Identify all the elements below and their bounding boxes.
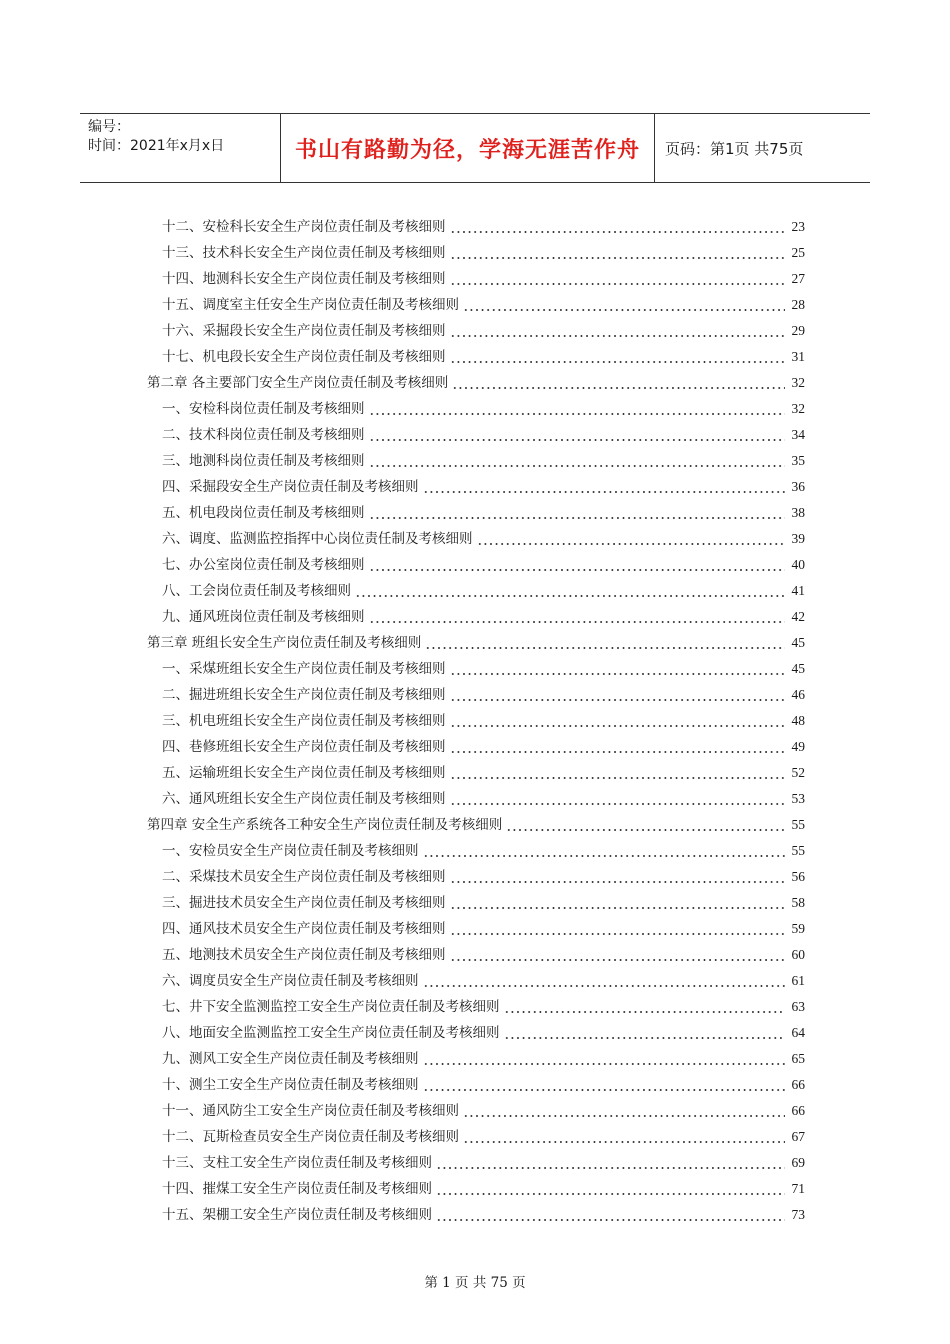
toc-section-title: 三、地测科岗位责任制及考核细则 (162, 453, 365, 469)
toc-dot-leader (436, 1154, 785, 1170)
toc-page-number: 31 (791, 349, 805, 364)
toc-page-number: 66 (791, 1103, 805, 1118)
toc-page-number: 34 (791, 427, 805, 442)
toc-entry[interactable] (162, 1146, 805, 1172)
toc-entry[interactable] (162, 912, 805, 938)
toc-section-title: 二、采煤技术员安全生产岗位责任制及考核细则 (162, 869, 446, 885)
toc-chapter-title: 第四章 安全生产系统各工种安全生产岗位责任制及考核细则 (147, 817, 503, 833)
toc-entry[interactable] (162, 756, 805, 782)
toc-entry[interactable] (162, 1042, 805, 1068)
toc-page-number: 35 (791, 453, 805, 468)
toc-dot-leader (436, 1206, 785, 1222)
toc-page-number: 63 (791, 999, 805, 1014)
toc-section-title: 六、调度员安全生产岗位责任制及考核细则 (162, 973, 419, 989)
toc-page-number: 46 (791, 687, 805, 702)
toc-dot-leader (423, 1076, 786, 1092)
toc-page-number: 67 (791, 1129, 805, 1144)
toc-section-title: 十一、通风防尘工安全生产岗位责任制及考核细则 (162, 1103, 459, 1119)
toc-dot-leader (477, 530, 786, 546)
toc-entry[interactable] (162, 470, 805, 496)
toc-entry[interactable] (162, 678, 805, 704)
toc-page-number: 55 (791, 817, 805, 832)
toc-entry[interactable] (162, 314, 805, 340)
toc-chapter-title: 第三章 班组长安全生产岗位责任制及考核细则 (147, 635, 422, 651)
toc-dot-leader (450, 920, 786, 936)
toc-page-number: 53 (791, 791, 805, 806)
toc-entry[interactable] (162, 600, 805, 626)
toc-section-title: 五、机电段岗位责任制及考核细则 (162, 505, 365, 521)
toc-entry[interactable] (162, 340, 805, 366)
toc-page-number: 45 (791, 635, 805, 650)
toc-section-title: 十二、安检科长安全生产岗位责任制及考核细则 (162, 219, 446, 235)
toc-page-number: 23 (791, 219, 805, 234)
toc-dot-leader (369, 608, 786, 624)
toc-dot-leader (506, 816, 785, 832)
toc-section-title: 十四、摧煤工安全生产岗位责任制及考核细则 (162, 1181, 432, 1197)
toc-page-number: 65 (791, 1051, 805, 1066)
toc-dot-leader (423, 972, 786, 988)
toc-dot-leader (463, 296, 785, 312)
toc-dot-leader (369, 452, 786, 468)
toc-page-number: 27 (791, 271, 805, 286)
toc-section-title: 八、工会岗位责任制及考核细则 (162, 583, 351, 599)
toc-dot-leader (423, 842, 786, 858)
toc-dot-leader (423, 478, 786, 494)
toc-section-title: 七、办公室岗位责任制及考核细则 (162, 557, 365, 573)
toc-page-number: 73 (791, 1207, 805, 1222)
toc-page-number: 45 (791, 661, 805, 676)
header-meta (80, 114, 281, 182)
toc-page-number: 28 (791, 297, 805, 312)
toc-page-number: 61 (791, 973, 805, 988)
toc-section-title: 九、通风班岗位责任制及考核细则 (162, 609, 365, 625)
toc-dot-leader (450, 244, 786, 260)
toc-section-title: 十、测尘工安全生产岗位责任制及考核细则 (162, 1077, 419, 1093)
toc-section-title: 七、井下安全监测监控工安全生产岗位责任制及考核细则 (162, 999, 500, 1015)
toc-dot-leader (369, 556, 786, 572)
toc-section-title: 九、测风工安全生产岗位责任制及考核细则 (162, 1051, 419, 1067)
toc-section-title: 十七、机电段长安全生产岗位责任制及考核细则 (162, 349, 446, 365)
toc-entry[interactable] (162, 1094, 805, 1120)
toc-dot-leader (450, 348, 786, 364)
toc-section-title: 十三、支柱工安全生产岗位责任制及考核细则 (162, 1155, 432, 1171)
toc-page-number: 64 (791, 1025, 805, 1040)
toc-entry[interactable] (162, 886, 805, 912)
toc-entry[interactable] (147, 366, 805, 392)
toc-entry[interactable] (162, 262, 805, 288)
toc-page-number: 32 (791, 375, 805, 390)
toc-entry[interactable] (162, 730, 805, 756)
toc-entry[interactable] (162, 782, 805, 808)
toc-dot-leader (355, 582, 785, 598)
toc-dot-leader (450, 218, 786, 234)
toc-entry[interactable] (162, 522, 805, 548)
toc-dot-leader (450, 660, 786, 676)
toc-entry[interactable] (162, 704, 805, 730)
toc-section-title: 十六、采掘段长安全生产岗位责任制及考核细则 (162, 323, 446, 339)
toc-entry[interactable] (162, 288, 805, 314)
toc-page-number: 40 (791, 557, 805, 572)
toc-section-title: 四、通风技术员安全生产岗位责任制及考核细则 (162, 921, 446, 937)
toc-dot-leader (504, 998, 786, 1014)
toc-dot-leader (504, 1024, 786, 1040)
toc-page-number: 36 (791, 479, 805, 494)
toc-chapter-title: 第二章 各主要部门安全生产岗位责任制及考核细则 (147, 375, 449, 391)
toc-page-number: 55 (791, 843, 805, 858)
toc-dot-leader (450, 790, 786, 806)
toc-section-title: 五、运输班组长安全生产岗位责任制及考核细则 (162, 765, 446, 781)
toc-entry[interactable] (162, 834, 805, 860)
toc-dot-leader (450, 738, 786, 754)
toc-dot-leader (423, 1050, 786, 1066)
toc-page-number: 48 (791, 713, 805, 728)
toc-entry[interactable] (162, 938, 805, 964)
toc-section-title: 一、安检科岗位责任制及考核细则 (162, 401, 365, 417)
toc-dot-leader (450, 712, 786, 728)
toc-dot-leader (452, 374, 785, 390)
toc-section-title: 十三、技术科长安全生产岗位责任制及考核细则 (162, 245, 446, 261)
toc-section-title: 三、机电班组长安全生产岗位责任制及考核细则 (162, 713, 446, 729)
toc-section-title: 一、安检员安全生产岗位责任制及考核细则 (162, 843, 419, 859)
toc-section-title: 四、采掘段安全生产岗位责任制及考核细则 (162, 479, 419, 495)
page-footer: 第 1 页 共 75 页 (424, 1275, 526, 1291)
toc-entry[interactable] (162, 574, 805, 600)
toc-page-number: 59 (791, 921, 805, 936)
toc-entry[interactable] (162, 964, 805, 990)
toc-dot-leader (463, 1128, 785, 1144)
toc-page-number: 56 (791, 869, 805, 884)
toc-dot-leader (369, 426, 786, 442)
document-time: 时间：2021年x月x日 (88, 138, 225, 154)
toc-dot-leader (450, 322, 786, 338)
toc-dot-leader (450, 946, 786, 962)
toc-entry[interactable] (162, 1016, 805, 1042)
toc-entry[interactable] (162, 210, 805, 236)
toc-section-title: 三、掘进技术员安全生产岗位责任制及考核细则 (162, 895, 446, 911)
toc-entry[interactable] (162, 392, 805, 418)
toc-dot-leader (369, 400, 786, 416)
toc-page-number: 69 (791, 1155, 805, 1170)
toc-section-title: 一、采煤班组长安全生产岗位责任制及考核细则 (162, 661, 446, 677)
page-header (80, 113, 870, 183)
header-motto: 书山有路勤为径，学海无涯苦作舟 (281, 114, 655, 182)
toc-section-title: 五、地测技术员安全生产岗位责任制及考核细则 (162, 947, 446, 963)
toc-page-number: 42 (791, 609, 805, 624)
toc-page-number: 29 (791, 323, 805, 338)
toc-section-title: 八、地面安全监测监控工安全生产岗位责任制及考核细则 (162, 1025, 500, 1041)
toc-dot-leader (450, 270, 786, 286)
toc-page-number: 49 (791, 739, 805, 754)
toc-entry[interactable] (162, 990, 805, 1016)
toc-section-title: 六、调度、监测监控指挥中心岗位责任制及考核细则 (162, 531, 473, 547)
toc-section-title: 四、巷修班组长安全生产岗位责任制及考核细则 (162, 739, 446, 755)
toc-entry[interactable] (162, 418, 805, 444)
toc-page-number: 60 (791, 947, 805, 962)
toc-page-number: 32 (791, 401, 805, 416)
toc-entry[interactable] (162, 548, 805, 574)
toc-dot-leader (369, 504, 786, 520)
toc-entry[interactable] (162, 496, 805, 522)
toc-dot-leader (463, 1102, 785, 1118)
toc-page-number: 58 (791, 895, 805, 910)
toc-page-number: 52 (791, 765, 805, 780)
toc-page-number: 41 (791, 583, 805, 598)
toc-entry[interactable] (162, 236, 805, 262)
toc-dot-leader (436, 1180, 785, 1196)
toc-entry[interactable] (162, 652, 805, 678)
toc-section-title: 二、技术科岗位责任制及考核细则 (162, 427, 365, 443)
toc-section-title: 十五、调度室主任安全生产岗位责任制及考核细则 (162, 297, 459, 313)
toc-dot-leader (450, 868, 786, 884)
toc-dot-leader (450, 686, 786, 702)
toc-dot-leader (450, 894, 786, 910)
toc-dot-leader (425, 634, 785, 650)
toc-section-title: 十五、架棚工安全生产岗位责任制及考核细则 (162, 1207, 432, 1223)
toc-page-number: 71 (791, 1181, 805, 1196)
toc-page-number: 66 (791, 1077, 805, 1092)
toc-entry[interactable] (162, 1120, 805, 1146)
toc-entry[interactable] (162, 1198, 805, 1224)
toc-page-number: 25 (791, 245, 805, 260)
toc-entry[interactable] (147, 626, 805, 652)
toc-entry[interactable] (162, 1172, 805, 1198)
toc-entry[interactable] (162, 860, 805, 886)
toc-page-number: 39 (791, 531, 805, 546)
toc-section-title: 十四、地测科长安全生产岗位责任制及考核细则 (162, 271, 446, 287)
toc-section-title: 二、掘进班组长安全生产岗位责任制及考核细则 (162, 687, 446, 703)
toc-entry[interactable] (162, 444, 805, 470)
toc-entry[interactable] (147, 808, 805, 834)
toc-dot-leader (450, 764, 786, 780)
toc-section-title: 十二、瓦斯检查员安全生产岗位责任制及考核细则 (162, 1129, 459, 1145)
document-number-label: 编号： (88, 119, 130, 135)
toc-entry[interactable] (162, 1068, 805, 1094)
header-page-code: 页码：第1页 共75页 (665, 139, 804, 158)
toc-page-number: 38 (791, 505, 805, 520)
toc-section-title: 六、通风班组长安全生产岗位责任制及考核细则 (162, 791, 446, 807)
